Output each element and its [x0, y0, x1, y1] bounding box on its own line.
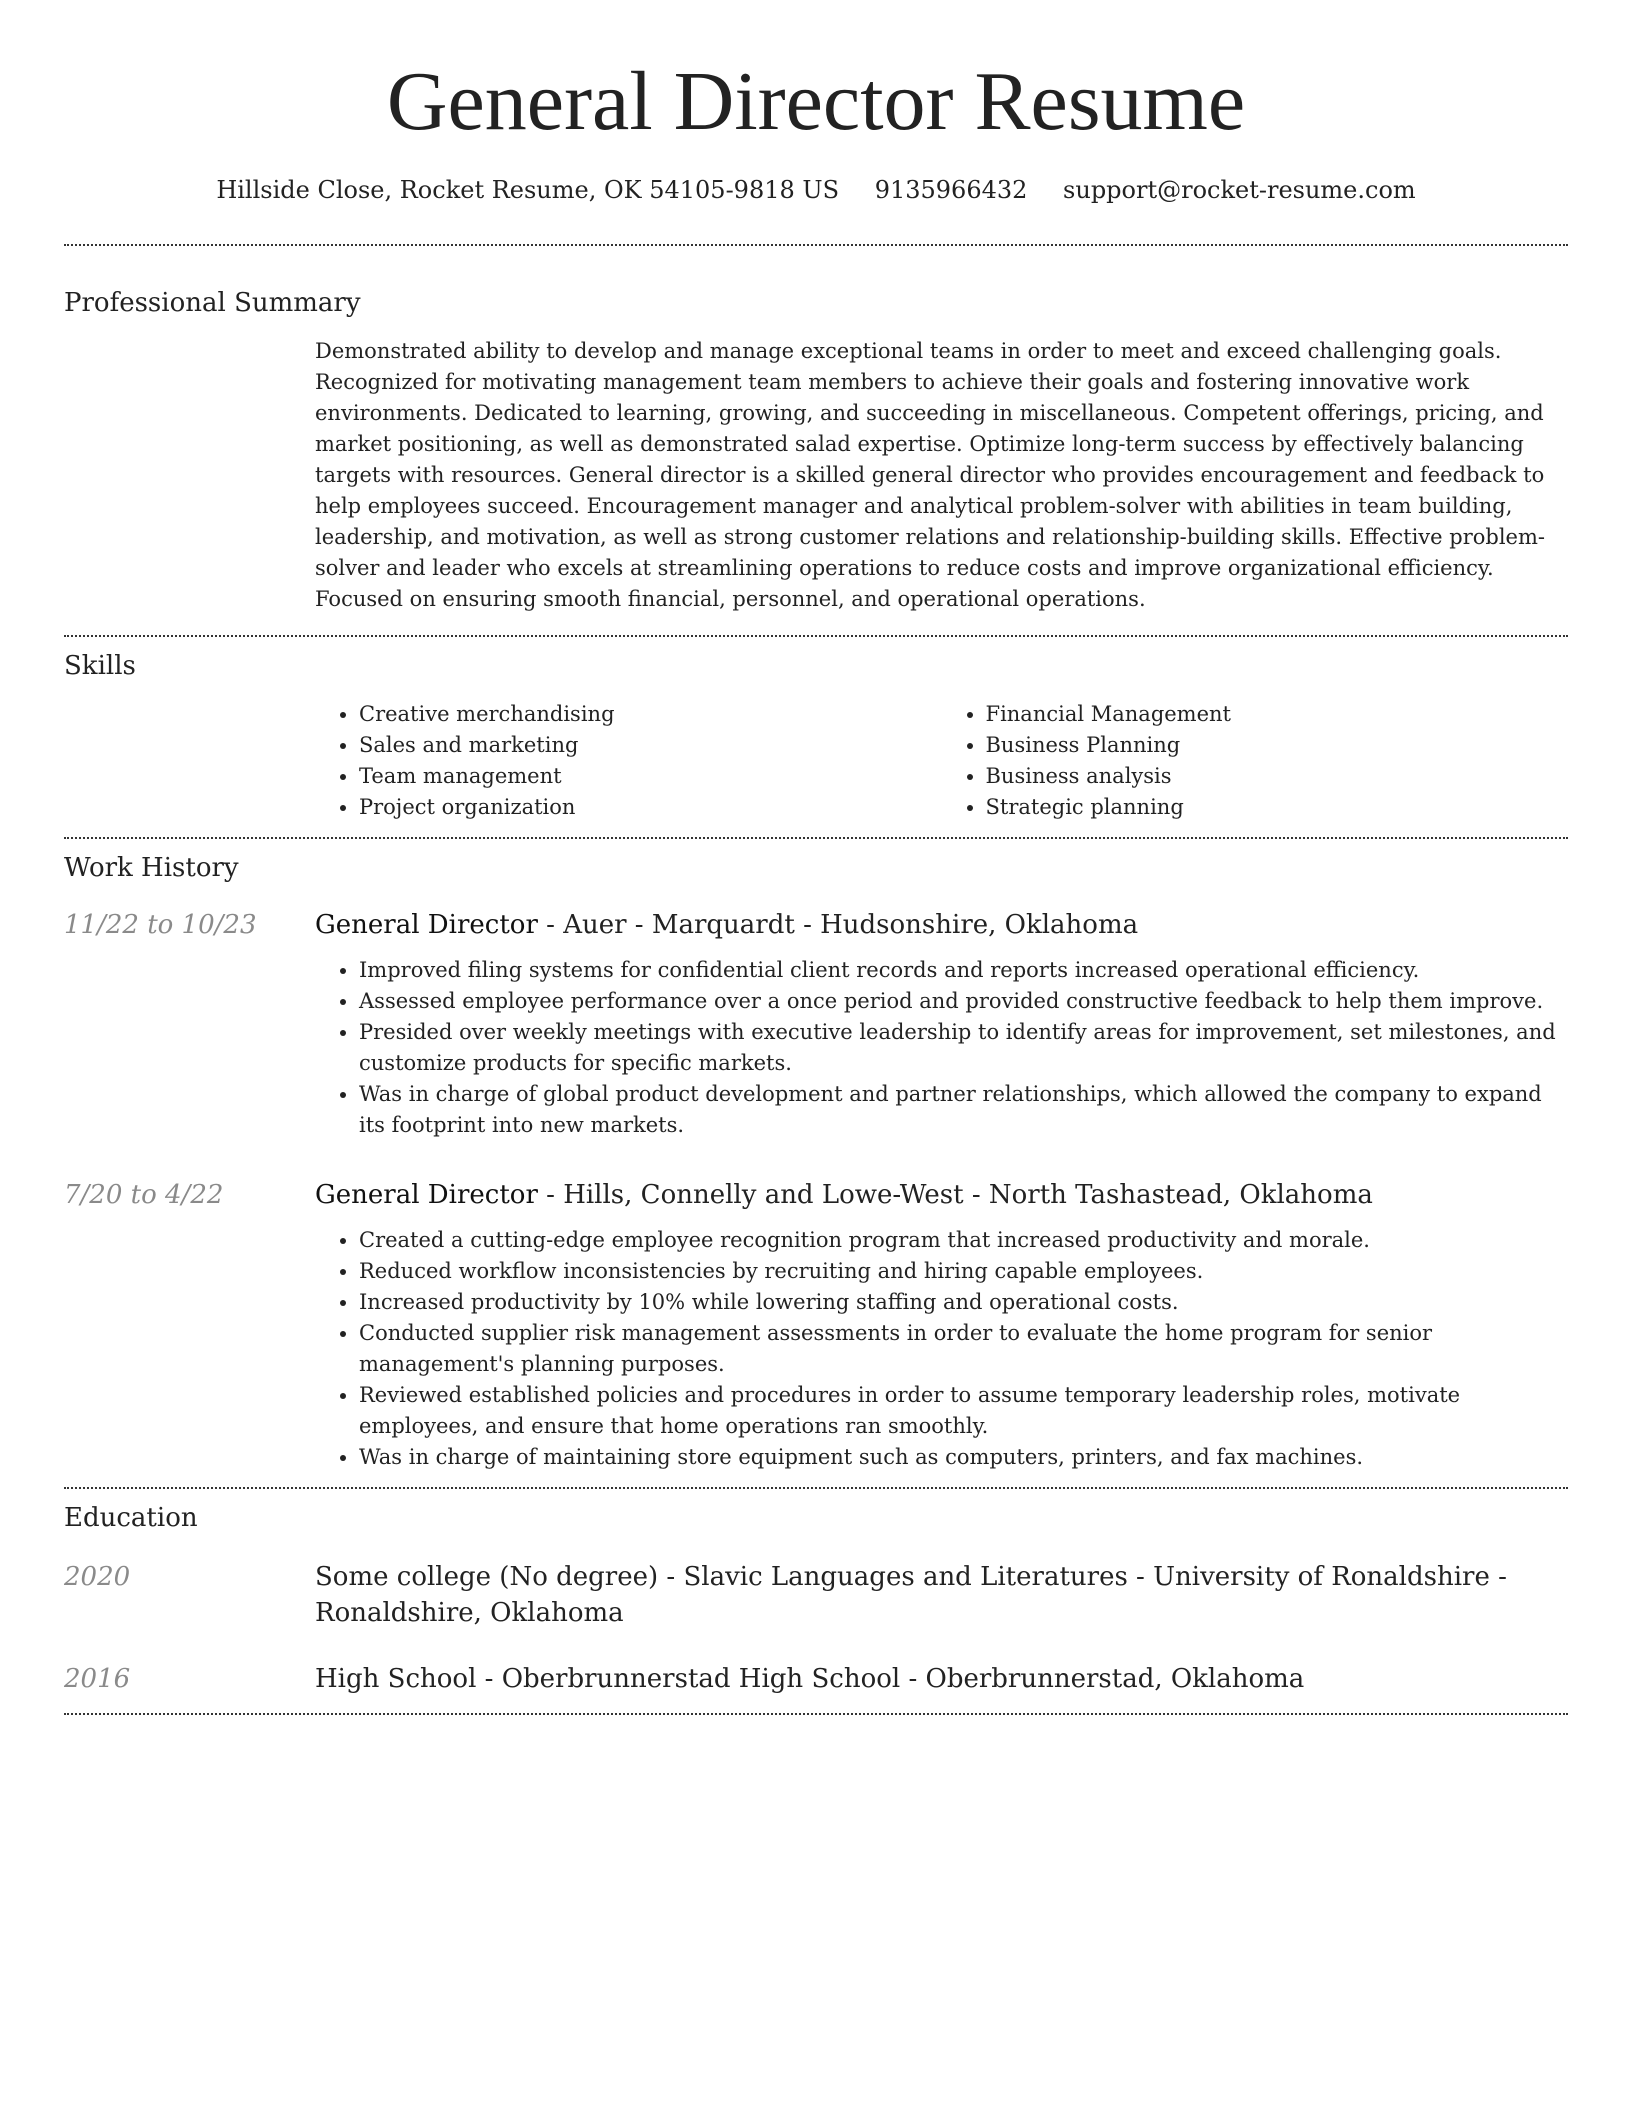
education-school: - University of Ronaldshire - Ronaldshire, Oklahoma	[315, 1562, 1507, 1628]
job-bullets	[315, 955, 1568, 1141]
job-title: General Director	[315, 1180, 538, 1210]
skills-section	[64, 649, 1568, 823]
skill-item: • Team management	[359, 761, 942, 792]
job-bullet: • Improved filing systems for confidential client records and reports increased operational efficiency.	[359, 955, 1568, 986]
job-bullet: • Assessed employee performance over a once period and provided constructive feedback to help them improve.	[359, 986, 1568, 1017]
skill-item: • Sales and marketing	[359, 730, 942, 761]
skill-item: • Creative merchandising	[359, 699, 942, 730]
job-entry	[64, 1177, 1568, 1473]
job-dates: 7/20 to 4/22	[64, 1180, 224, 1210]
skills-heading: Skills	[64, 651, 136, 681]
job-entry	[64, 907, 1568, 1141]
job-bullet: • Was in charge of global product development and partner relationships, which allowed the company to expand its footprint into new markets.	[359, 1079, 1568, 1141]
job-employer: - Hills, Connelly and Lowe-West - North Tashastead, Oklahoma	[537, 1180, 1373, 1210]
contact-email: support@rocket-resume.com	[1063, 176, 1416, 204]
job-bullet: • Reviewed established policies and procedures in order to assume temporary leadership roles, motivate employees, and ensure that home operations ran smoothly.	[359, 1380, 1568, 1442]
education-details	[315, 1559, 1568, 1631]
skills-grid	[315, 699, 1568, 823]
skill-item: • Project organization	[359, 792, 942, 823]
job-dates: 11/22 to 10/23	[64, 910, 257, 940]
job-employer: - Auer - Marquardt - Hudsonshire, Oklahoma	[537, 910, 1139, 940]
summary-section	[64, 286, 1568, 615]
job-bullets	[315, 1225, 1568, 1473]
skill-item: • Business Planning	[986, 730, 1569, 761]
education-year: 2020	[64, 1562, 131, 1592]
resume-title: General Director Resume	[386, 55, 1246, 148]
skill-item: • Financial Management	[986, 699, 1569, 730]
job-heading	[315, 1177, 1568, 1213]
summary-divider	[64, 635, 1568, 637]
education-entry	[64, 1661, 1568, 1697]
resume-page	[64, 0, 1568, 1715]
education-degree: Some college (No degree) - Slavic Languages and Literatures	[315, 1562, 1128, 1592]
contact-phone: 9135966432	[874, 176, 1028, 204]
header-divider	[64, 244, 1568, 246]
education-entry	[64, 1559, 1568, 1631]
skills-list-left	[315, 699, 942, 823]
job-heading	[315, 907, 1568, 943]
summary-text: Demonstrated ability to develop and manage exceptional teams in order to meet and exceed challenging goals. Recognized for motivating management team members to achieve their goals and fostering innovative work environments. Dedicated to learning, growing, and succeeding in miscellaneous. Competent offerings, pricing, and market positioning, as well as demonstrated salad expertise. Optimize long-term success by effectively balancing targets with resources. General director is a skilled general director who provides encouragement and feedback to help employees succeed. Encouragement manager and analytical problem-solver with abilities in team building, leadership, and motivation, as well as strong customer relations and relationship-building skills. Effective problem-solver and leader who excels at streamlining operations to reduce costs and improve organizational efficiency. Focused on ensuring smooth financial, personnel, and operational operations.	[315, 339, 1545, 611]
education-year: 2016	[64, 1664, 131, 1694]
skill-item: • Strategic planning	[986, 792, 1569, 823]
contact-address: Hillside Close, Rocket Resume, OK 54105-9818 US	[216, 176, 840, 204]
contact-line	[64, 174, 1568, 206]
job-bullet: • Created a cutting-edge employee recognition program that increased productivity and morale.	[359, 1225, 1568, 1256]
job-bullet: • Was in charge of maintaining store equipment such as computers, printers, and fax machines.	[359, 1442, 1568, 1473]
skill-item: • Business analysis	[986, 761, 1569, 792]
work-history-section	[64, 851, 1568, 1473]
education-degree: High School	[315, 1664, 477, 1694]
education-heading: Education	[64, 1503, 198, 1533]
skills-divider	[64, 837, 1568, 839]
work-history-divider	[64, 1487, 1568, 1489]
education-divider	[64, 1713, 1568, 1715]
job-bullet: • Increased productivity by 10% while lowering staffing and operational costs.	[359, 1287, 1568, 1318]
job-title: General Director	[315, 910, 538, 940]
education-section	[64, 1501, 1568, 1697]
education-school: - Oberbrunnerstad High School - Oberbrunnerstad, Oklahoma	[476, 1664, 1305, 1694]
education-details	[315, 1661, 1568, 1697]
job-bullet: • Presided over weekly meetings with executive leadership to identify areas for improvement, set milestones, and customize products for specific markets.	[359, 1017, 1568, 1079]
summary-heading: Professional Summary	[64, 288, 361, 318]
job-bullet: • Reduced workflow inconsistencies by recruiting and hiring capable employees.	[359, 1256, 1568, 1287]
skills-list-right	[942, 699, 1569, 823]
job-bullet: • Conducted supplier risk management assessments in order to evaluate the home program for senior management's planning purposes.	[359, 1318, 1568, 1380]
work-history-heading: Work History	[64, 853, 239, 883]
